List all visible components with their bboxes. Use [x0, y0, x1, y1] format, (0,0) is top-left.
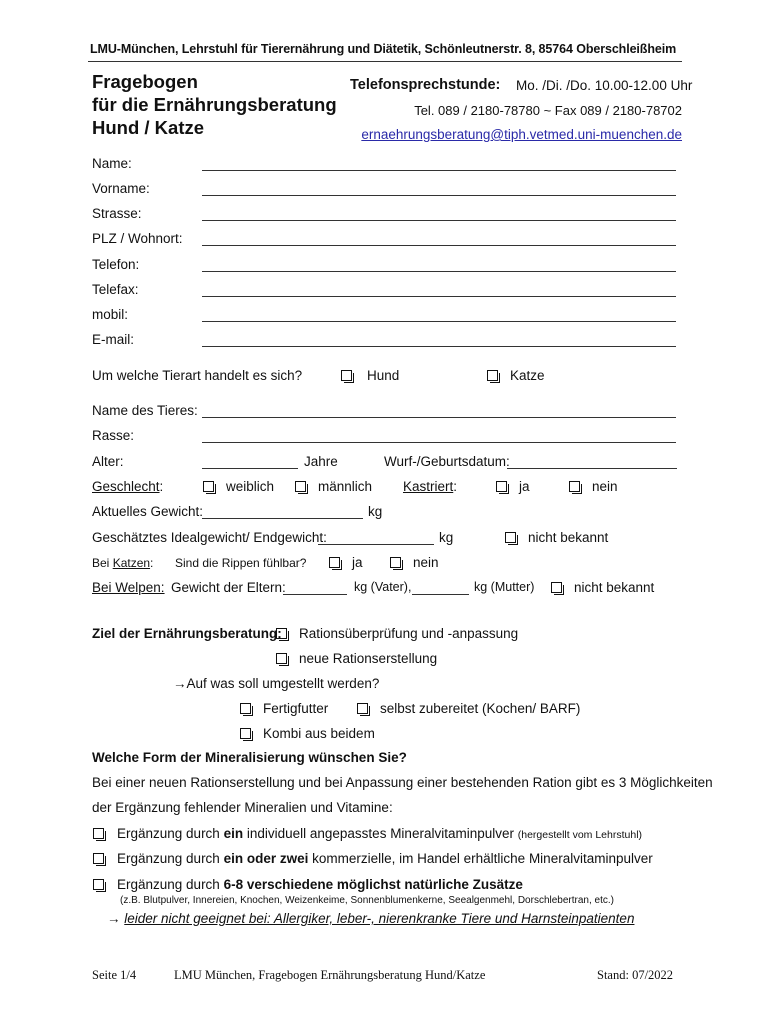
label-kastriert: Kastriert: [403, 479, 458, 494]
checkbox-rippen-nein[interactable] [390, 557, 401, 568]
gewicht-unit: kg [368, 504, 383, 519]
label-welpen-unbekannt: nicht bekannt [574, 580, 655, 595]
idealgewicht-field[interactable] [318, 532, 434, 545]
label-rasse: Rasse: [92, 428, 135, 443]
label-bei-welpen: Bei Welpen: [92, 580, 165, 595]
tel-fax: Tel. 089 / 2180-78780 ~ Fax 089 / 2180-78702 [414, 103, 682, 118]
checkbox-kastriert-ja[interactable] [496, 481, 507, 492]
checkbox-rationsueberpruefung[interactable] [276, 628, 287, 639]
title-line-2: für die Ernährungsberatung [92, 94, 337, 115]
umstellung-question: →Auf was soll umgestellt werden? [173, 676, 380, 691]
checkbox-mineral-natuerlich[interactable] [93, 879, 104, 890]
idealgewicht-unit: kg [439, 530, 454, 545]
label-weiblich: weiblich [226, 479, 275, 494]
label-mineral-individuell: Ergänzung durch ein individuell angepasstes Mineralvitaminpulver (hergestellt vom Lehrstuhl) [117, 826, 643, 841]
label-gewicht-eltern: Gewicht der Eltern: [171, 580, 286, 595]
footer-page: Seite 1/4 [92, 968, 137, 982]
field-label-telefax: Telefax: [92, 282, 139, 297]
alter-field[interactable] [202, 456, 298, 469]
checkbox-katze[interactable] [487, 370, 498, 381]
label-mutter: kg (Mutter) [474, 580, 535, 594]
sprechstunde-label: Telefonsprechstunde: [350, 77, 501, 93]
mobil-field[interactable] [202, 309, 676, 322]
field-label-mobil: mobil: [92, 307, 129, 322]
gewicht-vater-field[interactable] [283, 582, 347, 595]
email-field[interactable] [202, 334, 676, 347]
rasse-field[interactable] [202, 430, 676, 443]
strasse-field[interactable] [202, 208, 676, 221]
checkbox-mineral-kommerziell[interactable] [93, 853, 104, 864]
arrow-right-icon: → [107, 911, 121, 926]
mineral-warning: → leider nicht geeignet bei: Allergiker, leber-, nierenkranke Tiere und Harnsteinpatienten [107, 911, 635, 926]
label-hund: Hund [367, 368, 400, 383]
label-kastriert-ja: ja [519, 479, 530, 494]
field-label-telefon: Telefon: [92, 257, 140, 272]
label-vater: kg (Vater), [354, 580, 412, 594]
checkbox-mineral-individuell[interactable] [93, 828, 104, 839]
label-bei-katzen: Bei Katzen: [92, 556, 154, 570]
label-ideal-unbekannt: nicht bekannt [528, 530, 609, 545]
alter-unit: Jahre [304, 454, 338, 469]
field-label-plz: PLZ / Wohnort: [92, 231, 183, 246]
vorname-field[interactable] [202, 183, 676, 196]
title-line-1: Fragebogen [92, 71, 198, 92]
gewicht-field[interactable] [202, 506, 363, 519]
checkbox-ideal-unbekannt[interactable] [505, 532, 516, 543]
label-fertigfutter: Fertigfutter [263, 701, 329, 716]
label-kastriert-nein: nein [592, 479, 618, 494]
gewicht-mutter-field[interactable] [412, 582, 469, 595]
checkbox-maennlich[interactable] [295, 481, 306, 492]
label-mineral-natuerlich: Ergänzung durch 6-8 verschiedene möglichst natürliche Zusätze [117, 877, 523, 892]
checkbox-selbst-zubereitet[interactable] [357, 703, 368, 714]
checkbox-fertigfutter[interactable] [240, 703, 251, 714]
label-geburtsdatum: Wurf-/Geburtsdatum: [384, 454, 510, 469]
institution-header: LMU-München, Lehrstuhl für Tierernährung und Diätetik, Schönleutnerstr. 8, 85764 Oberschleißheim [90, 42, 677, 56]
label-rippen-nein: nein [413, 555, 439, 570]
label-gewicht: Aktuelles Gewicht: [92, 504, 204, 519]
geburtsdatum-field[interactable] [507, 456, 677, 469]
label-maennlich: männlich [318, 479, 373, 494]
label-tiername: Name des Tieres: [92, 403, 198, 418]
tiername-field[interactable] [202, 405, 676, 418]
label-geschlecht: Geschlecht: [92, 479, 164, 494]
checkbox-kastriert-nein[interactable] [569, 481, 580, 492]
footer-date: Stand: 07/2022 [597, 968, 674, 982]
goal-label: Ziel der Ernährungsberatung: [92, 626, 282, 641]
header-rule [88, 61, 682, 62]
minerals-intro-2: der Ergänzung fehlender Mineralien und Vitamine: [92, 800, 393, 815]
checkbox-rippen-ja[interactable] [329, 557, 340, 568]
footer-document: LMU München, Fragebogen Ernährungsberatung Hund/Katze [174, 968, 486, 982]
plz-wohnort-field[interactable] [202, 233, 676, 246]
form-title [92, 70, 337, 139]
label-katze: Katze [510, 368, 545, 383]
checkbox-hund[interactable] [341, 370, 352, 381]
label-selbst-zubereitet: selbst zubereitet (Kochen/ BARF) [380, 701, 581, 716]
field-label-email: E-mail: [92, 332, 135, 347]
minerals-heading: Welche Form der Mineralisierung wünschen Sie? [92, 750, 407, 765]
field-label-vorname: Vorname: [92, 181, 150, 196]
checkbox-neue-ration[interactable] [276, 653, 287, 664]
label-neue-ration: neue Rationserstellung [299, 651, 438, 666]
rippen-question: Sind die Rippen fühlbar? [175, 556, 307, 570]
title-line-3: Hund / Katze [92, 117, 205, 138]
label-mineral-kommerziell: Ergänzung durch ein oder zwei kommerzielle, im Handel erhältliche Mineralvitaminpulver [117, 851, 653, 866]
sprechstunde-time: Mo. /Di. /Do. 10.00-12.00 Uhr [516, 78, 693, 93]
label-idealgewicht: Geschätztes Idealgewicht/ Endgewicht: [92, 530, 327, 545]
label-kombi: Kombi aus beidem [263, 726, 375, 741]
checkbox-welpen-unbekannt[interactable] [551, 582, 562, 593]
telefon-field[interactable] [202, 259, 676, 272]
field-label-strasse: Strasse: [92, 206, 142, 221]
checkbox-kombi[interactable] [240, 728, 251, 739]
arrow-right-icon: → [173, 676, 187, 691]
label-alter: Alter: [92, 454, 124, 469]
telefax-field[interactable] [202, 284, 676, 297]
mineral-examples: (z.B. Blutpulver, Innereien, Knochen, Weizenkeime, Sonnenblumenkerne, Seealgenmehl, Dorschlebertran, etc.) [120, 895, 614, 906]
label-rippen-ja: ja [352, 555, 363, 570]
minerals-intro-1: Bei einer neuen Rationserstellung und bei Anpassung einer bestehenden Ration gibt es 3 Möglichkeiten [92, 775, 713, 790]
label-rationsueberpruefung: Rationsüberprüfung und -anpassung [299, 626, 519, 641]
species-question: Um welche Tierart handelt es sich? [92, 368, 303, 383]
name-field[interactable] [202, 158, 676, 171]
field-label-name: Name: [92, 156, 132, 171]
checkbox-weiblich[interactable] [203, 481, 214, 492]
email-link[interactable]: ernaehrungsberatung@tiph.vetmed.uni-muenchen.de [361, 127, 682, 142]
